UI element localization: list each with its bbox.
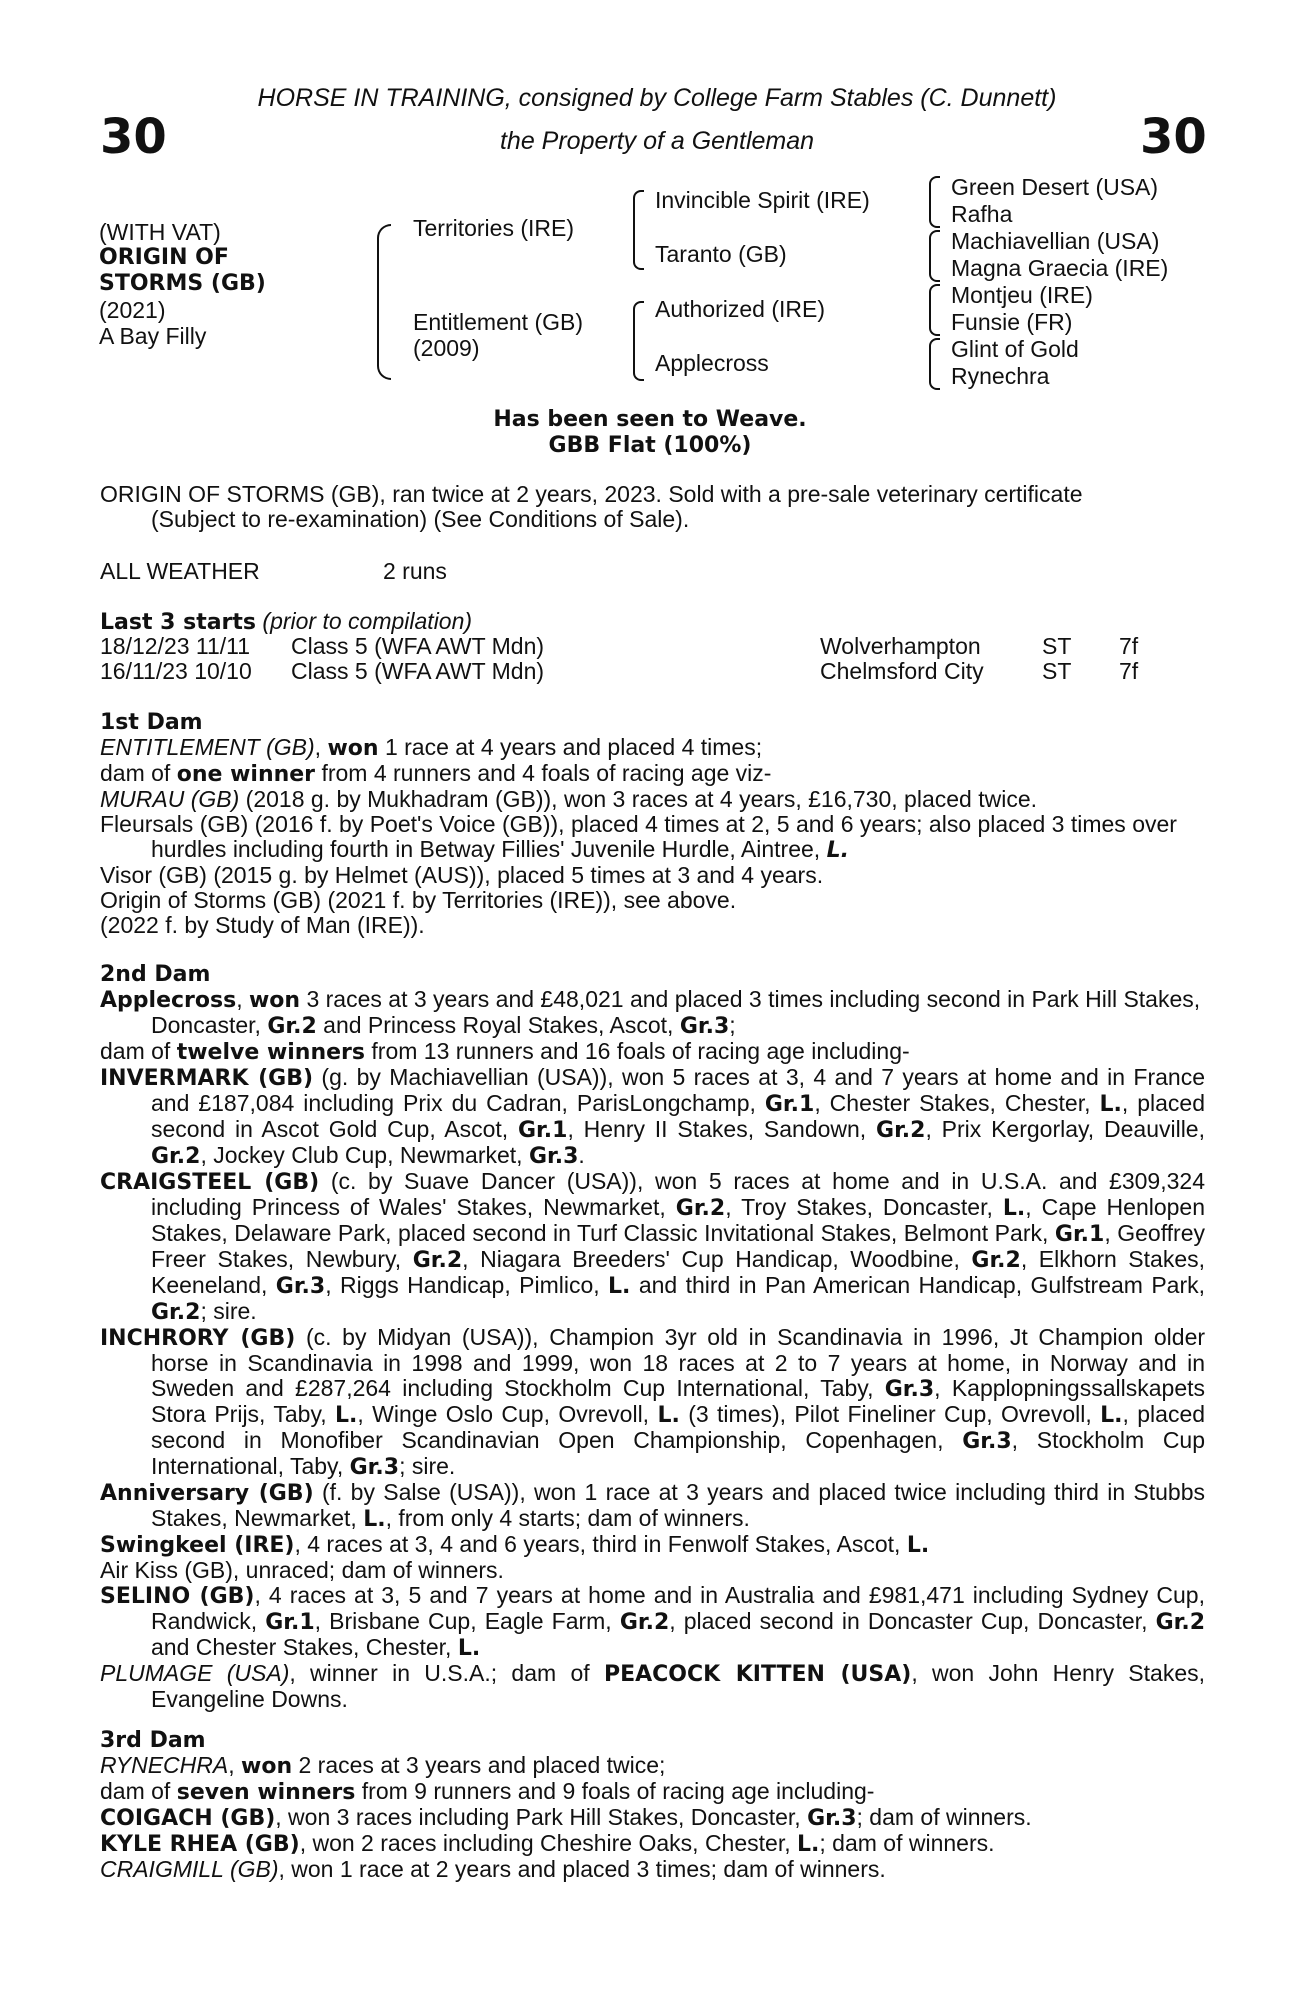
second-dam-record: Applecross, won 3 races at 3 years and £48,021 and placed 3 times including second in Park Hill Stakes, Doncaster, Gr.2 and Princess Royal Stakes, Ascot, Gr.3; bbox=[100, 986, 1201, 1039]
all-weather-label: ALL WEATHER bbox=[100, 558, 260, 584]
last-start-row bbox=[100, 659, 252, 684]
pedigree-brace-main bbox=[377, 224, 391, 380]
last-starts-title: Last 3 starts bbox=[100, 610, 257, 635]
lot-number-right: 30 bbox=[1140, 109, 1207, 165]
produce-selino: SELINO (GB), 4 races at 3, 5 and 7 years at home and in Australia and £981,471 including Sydney Cup, Randwick, Gr.1, Brisbane Cup, Eagle Farm, Gr.2, placed second in Doncaster Cup, Doncaster, Gr.2 and Chester Stakes, Chester, L. bbox=[100, 1582, 1206, 1661]
produce-origin-of-storms: Origin of Storms (GB) (2021 f. by Territories (IRE)), see above. bbox=[100, 887, 737, 913]
last-start-row bbox=[100, 634, 250, 659]
last-start-course: Wolverhampton bbox=[820, 633, 981, 659]
produce-2022-filly: (2022 f. by Study of Man (IRE)). bbox=[100, 912, 425, 938]
second-dam-section bbox=[100, 962, 1205, 1712]
last-start-date-position: 16/11/23 10/10 bbox=[100, 658, 252, 684]
last-start-distance: 7f bbox=[1119, 658, 1139, 684]
first-dam-produce-summary: dam of one winner from 4 runners and 4 foals of racing age viz- bbox=[100, 760, 772, 787]
pedigree-brace-sire bbox=[633, 190, 644, 270]
third-dam-record: RYNECHRA, won 2 races at 3 years and placed twice; bbox=[100, 1752, 666, 1779]
produce-anniversary: Anniversary (GB) (f. by Salse (USA)), won 1 race at 3 years and placed twice including third in Stubbs Stakes, Newmarket, L., from only 4 starts; dam of winners. bbox=[100, 1479, 1206, 1532]
race-summary bbox=[100, 482, 1205, 532]
first-dam-section bbox=[100, 710, 1205, 938]
horse-year: (2021) bbox=[99, 297, 166, 323]
horse-name-line1: ORIGIN OF bbox=[99, 245, 229, 270]
produce-murau: MURAU (GB) (2018 g. by Mukhadram (GB)), won 3 races at 4 years, £16,730, placed twice. bbox=[100, 786, 1038, 812]
first-dam-name: ENTITLEMENT (GB) bbox=[100, 734, 315, 760]
pedigree-g6: Funsie (FR) bbox=[951, 309, 1073, 335]
pedigree-brace-g56 bbox=[929, 284, 940, 336]
pedigree-sire: Territories (IRE) bbox=[413, 215, 575, 241]
lot-number-left: 30 bbox=[100, 109, 167, 165]
pedigree-dam-year: (2009) bbox=[413, 335, 480, 361]
pedigree-g8: Rynechra bbox=[951, 363, 1050, 389]
consignor-line: HORSE IN TRAINING, consigned by College Farm Stables (C. Dunnett) bbox=[257, 84, 1057, 112]
produce-craigsteel: CRAIGSTEEL (GB) (c. by Suave Dancer (USA)), won 5 races at home and in U.S.A. and £309,324 including Princess of Wales' Stakes, Newmarket, Gr.2, Troy Stakes, Doncaster, L., Cape Henlopen Stakes, Delaware Park, placed second in Turf Classic Invitational Stakes, Belmont Park, Gr.1, Geoffrey Freer Stakes, Newbury, Gr.2, Niagara Breeders' Cup Handicap, Woodbine, Gr.2, Elkhorn Stakes, Keeneland, Gr.3, Riggs Handicap, Pimlico, L. and third in Pan American Handicap, Gulfstream Park, Gr.2; sire. bbox=[100, 1168, 1206, 1325]
last-start-going: ST bbox=[1042, 658, 1072, 684]
last-start-distance: 7f bbox=[1119, 633, 1139, 659]
pedigree-g3: Machiavellian (USA) bbox=[951, 228, 1160, 254]
produce-fleursals: Fleursals (GB) (2016 f. by Poet's Voice (GB)), placed 4 times at 2, 5 and 6 years; also placed 3 times over hurdles including fourth in Betway Fillies' Juvenile Hurdle, Aintree, L. bbox=[100, 811, 1177, 863]
summary-line1: ORIGIN OF STORMS (GB), ran twice at 2 years, 2023. Sold with a pre-sale veterinary certificate bbox=[100, 481, 1083, 507]
produce-plumage: PLUMAGE (USA), winner in U.S.A.; dam of PEACOCK KITTEN (USA), won John Henry Stakes, Evangeline Downs. bbox=[100, 1660, 1205, 1712]
produce-craigmill: CRAIGMILL (GB), won 1 race at 2 years and placed 3 times; dam of winners. bbox=[100, 1856, 886, 1882]
summary-line2: (Subject to re-examination) (See Conditions of Sale). bbox=[151, 506, 690, 532]
pedigree-dam-dam: Applecross bbox=[655, 350, 769, 376]
all-weather-value: 2 runs bbox=[383, 558, 447, 584]
third-dam-title: 3rd Dam bbox=[100, 1728, 206, 1753]
last-start-date-position: 18/12/23 11/11 bbox=[100, 633, 251, 659]
pedigree-dam-sire: Authorized (IRE) bbox=[655, 296, 826, 322]
horse-description: A Bay Filly bbox=[99, 323, 207, 349]
third-dam-produce-summary: dam of seven winners from 9 runners and 9 foals of racing age including- bbox=[100, 1778, 875, 1805]
produce-coigach: COIGACH (GB), won 3 races including Park Hill Stakes, Doncaster, Gr.3; dam of winners. bbox=[100, 1804, 1032, 1831]
last-start-race: Class 5 (WFA AWT Mdn) bbox=[291, 633, 545, 659]
produce-kyle-rhea: KYLE RHEA (GB), won 2 races including Cheshire Oaks, Chester, L.; dam of winners. bbox=[100, 1830, 995, 1857]
first-dam-record: ENTITLEMENT (GB), won 1 race at 4 years and placed 4 times; bbox=[100, 734, 763, 761]
last-start-race: Class 5 (WFA AWT Mdn) bbox=[291, 658, 545, 684]
vat-note: (WITH VAT) bbox=[99, 219, 221, 245]
horse-identity bbox=[99, 219, 266, 349]
pedigree-sire-sire: Invincible Spirit (IRE) bbox=[655, 187, 870, 213]
pedigree-sire-dam: Taranto (GB) bbox=[655, 241, 787, 267]
weave-note: Has been seen to Weave. bbox=[493, 407, 807, 432]
pedigree-g5: Montjeu (IRE) bbox=[951, 282, 1093, 308]
pedigree-g2: Rafha bbox=[951, 201, 1013, 227]
third-dam-section bbox=[100, 1728, 1205, 1882]
pedigree-g4: Magna Graecia (IRE) bbox=[951, 255, 1169, 281]
last-starts-subtitle: (prior to compilation) bbox=[262, 608, 473, 634]
pedigree-brace-g12 bbox=[929, 176, 940, 228]
produce-inchrory: INCHRORY (GB) (c. by Midyan (USA)), Champion 3yr old in Scandinavia in 1996, Jt Champion older horse in Scandinavia in 1998 and 1999, won 18 races at 2 to 7 years at home, in Norway and in Sweden and £287,264 including Stockholm Cup International, Taby, Gr.3, Kapplopningssallskapets Stora Prijs, Taby, L., Winge Oslo Cup, Ovrevoll, L. (3 times), Pilot Fineliner Cup, Ovrevoll, L., placed second in Monofiber Scandinavian Open Championship, Copenhagen, Gr.3, Stockholm Cup International, Taby, Gr.3; sire. bbox=[100, 1324, 1206, 1480]
produce-invermark: INVERMARK (GB) (g. by Machiavellian (USA)), won 5 races at 3, 4 and 7 years at home and in France and £187,084 including Prix du Cadran, ParisLongchamp, Gr.1, Chester Stakes, Chester, L., placed second in Ascot Gold Cup, Ascot, Gr.1, Henry II Stakes, Sandown, Gr.2, Prix Kergorlay, Deauville, Gr.2, Jockey Club Cup, Newmarket, Gr.3. bbox=[100, 1064, 1205, 1169]
last-starts-heading bbox=[100, 609, 472, 635]
pedigree-brace-dam bbox=[633, 301, 644, 381]
property-line: the Property of a Gentleman bbox=[499, 127, 815, 155]
gbb-note: GBB Flat (100%) bbox=[548, 433, 752, 458]
last-start-course: Chelmsford City bbox=[820, 658, 984, 684]
pedigree-dam: Entitlement (GB) bbox=[413, 309, 583, 335]
pedigree-brace-g34 bbox=[929, 230, 940, 282]
second-dam-produce-summary: dam of twelve winners from 13 runners and 16 foals of racing age including- bbox=[100, 1038, 910, 1065]
pedigree-g1: Green Desert (USA) bbox=[951, 174, 1159, 200]
last-start-going: ST bbox=[1042, 633, 1072, 659]
produce-air-kiss: Air Kiss (GB), unraced; dam of winners. bbox=[100, 1557, 504, 1583]
first-dam-title: 1st Dam bbox=[100, 710, 203, 735]
pedigree-brace-g78 bbox=[929, 338, 940, 390]
pedigree-g7: Glint of Gold bbox=[951, 336, 1079, 362]
produce-swingkeel: Swingkeel (IRE), 4 races at 3, 4 and 6 years, third in Fenwolf Stakes, Ascot, L. bbox=[100, 1531, 930, 1558]
second-dam-title: 2nd Dam bbox=[100, 962, 211, 987]
horse-name-line2: STORMS (GB) bbox=[99, 271, 266, 296]
produce-visor: Visor (GB) (2015 g. by Helmet (AUS)), placed 5 times at 3 and 4 years. bbox=[100, 862, 824, 888]
